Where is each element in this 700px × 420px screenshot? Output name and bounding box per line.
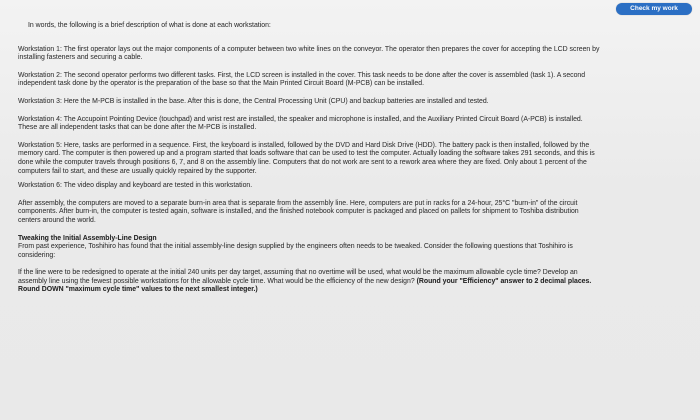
- workstation-4-text: Workstation 4: The Accupoint Pointing Device (touchpad) and wrist rest are installed, the speaker and microphone is installed, and the Auxiliary Printed Circuit Board (A-PCB) is installed. These are all independent tasks that can be done after the M-PCB is installed.: [18, 115, 583, 132]
- check-my-work-button[interactable]: Check my work: [616, 3, 692, 15]
- document-body: [18, 22, 603, 304]
- workstation-3-text: Workstation 3: Here the M-PCB is installed in the base. After this is done, the Central Processing Unit (CPU) and backup batteries are installed and tested.: [18, 97, 489, 105]
- section-body: From past experience, Toshihiro has found that the initial assembly-line design supplied by the engineers often needs to be tweaked. Consider the following questions that Toshihiro is considering:: [18, 243, 573, 259]
- tweaking-section: [18, 235, 603, 261]
- question-bold-instruction: (Round your "Efficiency" answer to 2 decimal places. Round DOWN "maximum cycle time" values to the next smallest integer.): [18, 277, 592, 294]
- question-plain: If the line were to be redesigned to operate at the initial 240 units per day target, assuming that no overtime will be used, what would be the maximum allowable cycle time? Develop an assembly line using the fewest possible workstations for the allowable cycle time. What would be the efficiency of the new design?: [18, 269, 578, 285]
- after-assembly-text: After assembly, the computers are moved to a separate burn-in area that is separate from the assembly line. Here, computers are put in racks for a 24-hour, 25°C "burn-in" of the circuit components. After burn-in, the computer is tested again, software is installed, and the finished notebook computer is packaged and placed on pallets for shipment to Toshiba distribution centers around the world.: [18, 199, 579, 224]
- workstation-6-text: Workstation 6: The video display and keyboard are tested in this workstation.: [18, 182, 253, 190]
- section-heading: Tweaking the Initial Assembly-Line Design: [18, 234, 157, 242]
- workstation-1-text: Workstation 1: The first operator lays out the major components of a computer between two white lines on the conveyor. The operator then prepares the cover for accepting the LCD screen by installing fasteners and securing a cable.: [18, 45, 600, 62]
- workstation-5-text: Workstation 5: Here, tasks are performed in a sequence. First, the keyboard is installed, followed by the DVD and Hard Disk Drive (HDD). The battery pack is then installed, followed by the memory card. The computer is then powered up and a program started that loads software that can be used to test the computer. Actually loading the software takes 291 seconds, and this is done while the computer travels through positions 6, 7, and 8 on the assembly line. Computers that do not work are sent to a rework area where they are fixed. Only about 1 percent of the computers fail to start, and these are usually quickly repaired by the supporter.: [18, 141, 595, 175]
- question-text: [18, 269, 603, 295]
- workstation-2-text: Workstation 2: The second operator performs two different tasks. First, the LCD screen is installed in the cover. This task needs to be done after the cover is assembled (task 1). A second independent task done by the operator is the preparation of the base so that the Main Printed Circuit Board (M-PCB) can be installed.: [18, 71, 586, 88]
- intro-text: In words, the following is a brief description of what is done at each workstation:: [28, 22, 271, 29]
